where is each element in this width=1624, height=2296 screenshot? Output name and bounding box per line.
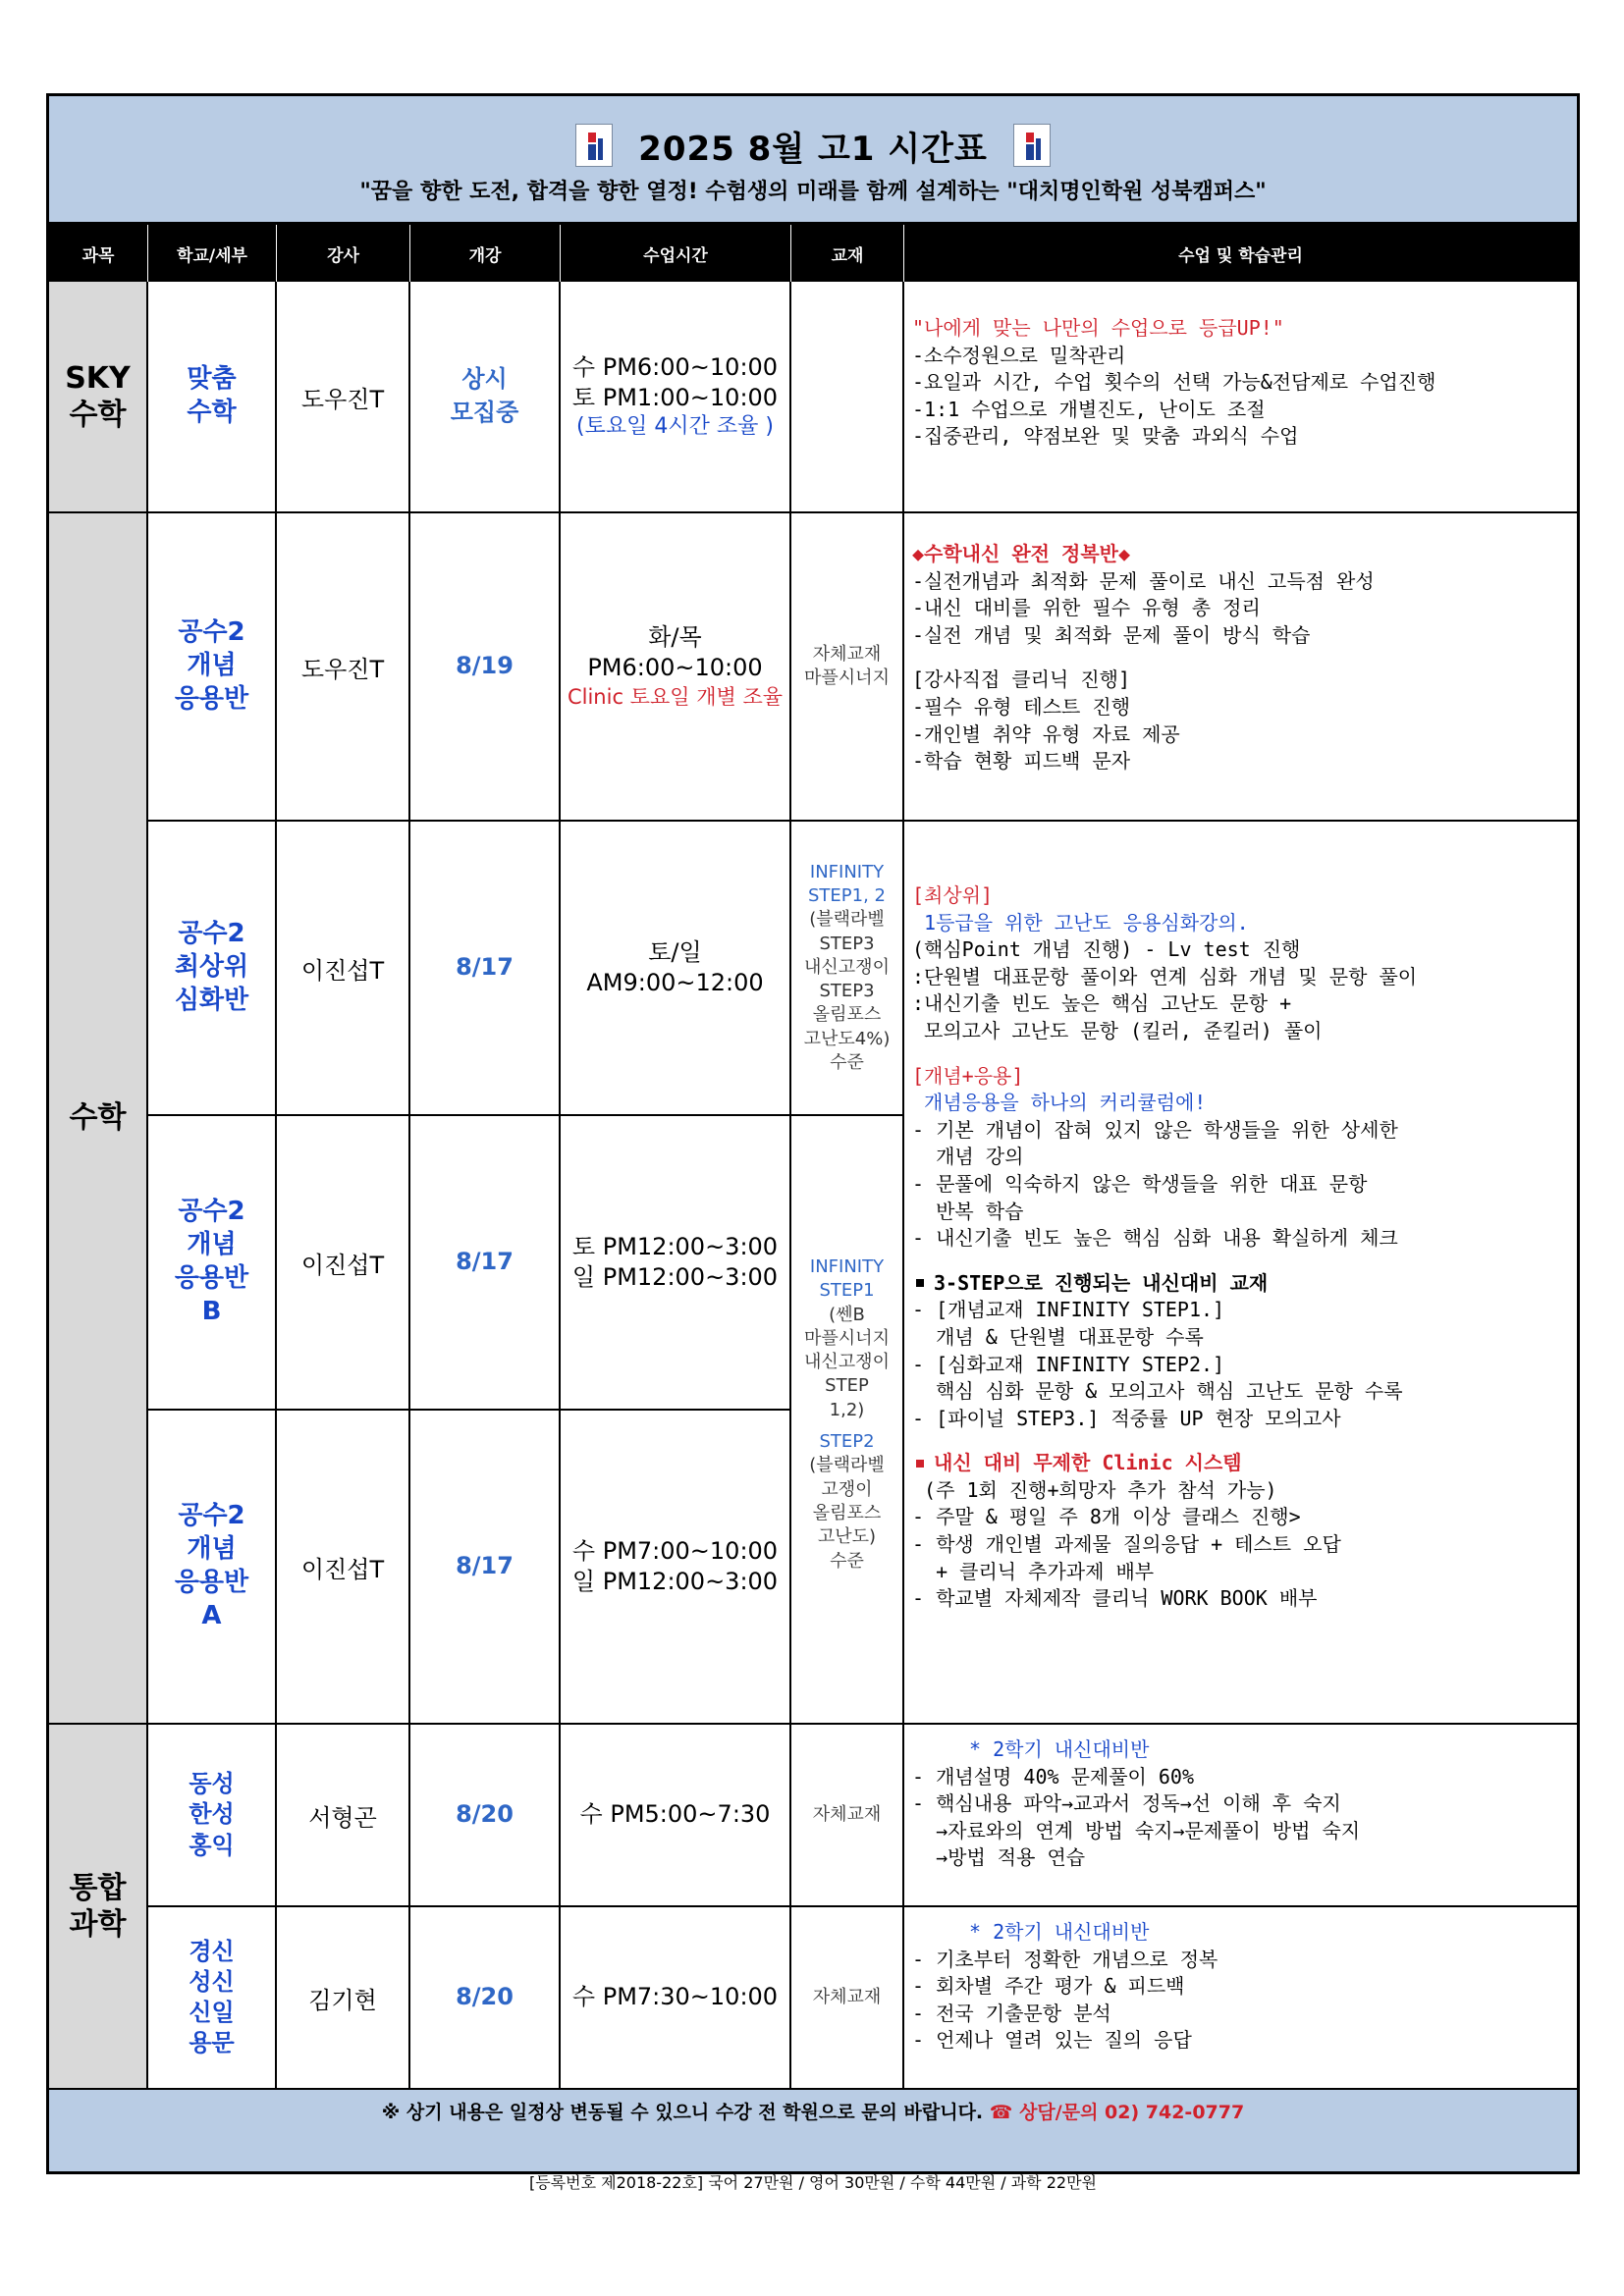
note-line: - 회차별 주간 평가 & 피드백 bbox=[912, 1974, 1185, 1999]
note-line: -1:1 수업으로 개별진도, 난이도 조절 bbox=[912, 397, 1266, 421]
notice-text: ※ 상기 내용은 일정상 변동될 수 있으니 수강 전 학원으로 문의 바랍니다. bbox=[381, 2102, 984, 2123]
class-time: 토 PM12:00~3:00 일 PM12:00~3:00 bbox=[561, 1116, 791, 1411]
start-date: 8/17 bbox=[410, 1116, 561, 1411]
start-date: 8/17 bbox=[410, 1411, 561, 1725]
note-line: "나에게 맞는 나만의 수업으로 등급UP!" bbox=[912, 316, 1284, 340]
note-line: 개념 강의 bbox=[912, 1145, 1024, 1169]
class-time: 토/일 AM9:00~12:00 bbox=[561, 822, 791, 1116]
note-line: 반복 학습 bbox=[912, 1199, 1024, 1223]
phone-contact: ☎ 상담/문의 02) 742-0777 bbox=[989, 2102, 1245, 2123]
column-header: 학교/세부 bbox=[148, 225, 277, 282]
management-notes bbox=[904, 1907, 1577, 2090]
column-header: 과목 bbox=[49, 225, 148, 282]
teacher-name: 이진섭T bbox=[277, 822, 410, 1116]
management-notes bbox=[904, 513, 1577, 822]
note-line: + 클리닉 추가과제 배부 bbox=[912, 1559, 1155, 1583]
start-date: 8/19 bbox=[410, 513, 561, 822]
note-line: -요일과 시간, 수업 횟수의 선택 가능&전담제로 수업진행 bbox=[912, 370, 1436, 395]
note-line: -개인별 취약 유형 자료 제공 bbox=[912, 721, 1180, 746]
teacher-name: 도우진T bbox=[277, 282, 410, 513]
note-line: 개념 & 단원별 대표문항 수록 bbox=[912, 1324, 1204, 1349]
textbook: 자체교재 bbox=[791, 1725, 904, 1907]
note-heading: * 2학기 내신대비반 bbox=[969, 1737, 1150, 1761]
note-line: :내신기출 빈도 높은 핵심 고난도 문항 + bbox=[912, 991, 1292, 1016]
note-tag: [개념+응용] bbox=[912, 1063, 1024, 1088]
class-name: 경신 성신 신일 용문 bbox=[148, 1907, 277, 2090]
note-line: - 주말 & 평일 주 8개 이상 클래스 진행> bbox=[912, 1505, 1301, 1529]
teacher-name: 도우진T bbox=[277, 513, 410, 822]
academy-logo-icon bbox=[575, 124, 613, 167]
bullet-icon bbox=[916, 1279, 924, 1287]
note-line: - 기본 개념이 잡혀 있지 않은 학생들을 위한 상세한 bbox=[912, 1117, 1398, 1142]
note-line: -학습 현황 피드백 문자 bbox=[912, 749, 1131, 774]
note-line: →방법 적용 연습 bbox=[912, 1845, 1086, 1870]
time-note: (토요일 4시간 조율 ) bbox=[576, 413, 774, 439]
class-time: 수 PM7:30~10:00 bbox=[561, 1907, 791, 2090]
textbook-main: INFINITY STEP1 bbox=[809, 1256, 885, 1302]
note-line: :단원별 대표문항 풀이와 연계 심화 개념 및 문항 풀이 bbox=[912, 964, 1418, 988]
note-line: -실전 개념 및 최적화 문제 풀이 방식 학습 bbox=[912, 622, 1311, 647]
management-notes bbox=[904, 1725, 1577, 1907]
note-line: - [개념교재 INFINITY STEP1.] bbox=[912, 1298, 1225, 1322]
footer-notice bbox=[49, 2098, 1577, 2124]
column-header: 교재 bbox=[791, 225, 904, 282]
textbook-level: (쎈B 마플시너지 내신고쟁이 STEP 1,2) bbox=[804, 1304, 890, 1420]
time-note: Clinic 토요일 개별 조율 bbox=[567, 684, 784, 709]
column-header: 수업시간 bbox=[561, 225, 791, 282]
management-notes bbox=[904, 822, 1577, 1725]
note-line: -집중관리, 약점보완 및 맞춤 과외식 수업 bbox=[912, 424, 1299, 449]
subject-science: 통합 과학 bbox=[49, 1725, 148, 2090]
note-heading: 1등급을 위한 고난도 응용심화강의. bbox=[912, 910, 1249, 934]
page-title: 2025 8월 고1 시간표 bbox=[638, 129, 988, 169]
note-heading: * 2학기 내신대비반 bbox=[969, 1920, 1150, 1944]
note-line: - 핵심내용 파악→교과서 정독→선 이해 후 숙지 bbox=[912, 1791, 1341, 1816]
time-text: 수 PM6:00~10:00 토 PM1:00~10:00 bbox=[571, 352, 779, 411]
note-line: -실전개념과 최적화 문제 풀이로 내신 고득점 완성 bbox=[912, 568, 1375, 593]
teacher-name: 김기현 bbox=[277, 1907, 410, 2090]
column-header-row bbox=[49, 225, 1577, 282]
note-line: - 개념설명 40% 문제풀이 60% bbox=[912, 1764, 1195, 1789]
note-line: -소수정원으로 밀착관리 bbox=[912, 343, 1126, 367]
note-line: 모의고사 고난도 문항 (킬러, 준킬러) 풀이 bbox=[912, 1018, 1323, 1042]
note-line: -내신 대비를 위한 필수 유형 총 정리 bbox=[912, 596, 1261, 620]
note-line: - 문풀에 익숙하지 않은 학생들을 위한 대표 문항 bbox=[912, 1171, 1368, 1196]
start-date: 8/20 bbox=[410, 1725, 561, 1907]
note-line: - [심화교재 INFINITY STEP2.] bbox=[912, 1352, 1225, 1376]
textbook: 자체교재 bbox=[791, 1907, 904, 2090]
textbook: 자체교재 마플시너지 bbox=[791, 513, 904, 822]
note-line: ◆수학내신 완전 정복반◆ bbox=[912, 542, 1131, 565]
note-line: - [파이널 STEP3.] 적중률 UP 현장 모의고사 bbox=[912, 1406, 1341, 1430]
note-line: - 학교별 자체제작 클리닉 WORK BOOK 배부 bbox=[912, 1586, 1318, 1611]
note-line: 핵심 심화 문항 & 모의고사 핵심 고난도 문항 수록 bbox=[912, 1379, 1403, 1404]
teacher-name: 이진섭T bbox=[277, 1116, 410, 1411]
note-line: - 학생 개인별 과제물 질의응답 + 테스트 오답 bbox=[912, 1532, 1341, 1557]
textbook-main: STEP2 bbox=[819, 1431, 875, 1453]
class-name: 동성 한성 홍익 bbox=[148, 1725, 277, 1907]
textbook bbox=[791, 822, 904, 1116]
note-line: - 기초부터 정확한 개념으로 정복 bbox=[912, 1947, 1218, 1971]
textbook-level: (블랙라벨 고쟁이 올림포스 고난도) 수준 bbox=[809, 1455, 885, 1572]
note-line: -필수 유형 테스트 진행 bbox=[912, 694, 1131, 719]
note-heading: 내신 대비 무제한 Clinic 시스템 bbox=[934, 1451, 1242, 1475]
academy-logo-icon bbox=[1013, 124, 1051, 167]
textbook-main: INFINITY STEP1, 2 bbox=[808, 861, 886, 906]
class-name: 공수2 개념 응용반 A bbox=[148, 1411, 277, 1725]
class-name: 공수2 최상위 심화반 bbox=[148, 822, 277, 1116]
class-time: 수 PM5:00~7:30 bbox=[561, 1725, 791, 1907]
column-header: 개강 bbox=[410, 225, 561, 282]
title-row bbox=[49, 120, 1577, 171]
note-line: [강사직접 클리닉 진행] bbox=[912, 667, 1131, 692]
textbook-level: (블랙라벨 STEP3 내신고쟁이 STEP3 올림포스 고난도4%) 수준 bbox=[803, 909, 891, 1074]
class-name: 맞춤 수학 bbox=[148, 282, 277, 513]
note-heading: 개념응용을 하나의 커리큘럼에! bbox=[912, 1091, 1207, 1115]
note-tag: [최상위] bbox=[912, 883, 994, 907]
textbook bbox=[791, 282, 904, 513]
note-line: - 언제나 열려 있는 질의 응답 bbox=[912, 2028, 1192, 2053]
note-line: (주 1회 진행+희망자 추가 참석 가능) bbox=[912, 1477, 1277, 1502]
note-line: →자료와의 연계 방법 숙지→문제풀이 방법 숙지 bbox=[912, 1818, 1361, 1842]
footer-banner bbox=[49, 2090, 1577, 2171]
time-text: 화/목 PM6:00~10:00 bbox=[587, 623, 763, 682]
class-time bbox=[561, 282, 791, 513]
class-name: 공수2 개념 응용반 bbox=[148, 513, 277, 822]
start-date: 상시 모집중 bbox=[410, 282, 561, 513]
teacher-name: 서형곤 bbox=[277, 1725, 410, 1907]
note-line: - 내신기출 빈도 높은 핵심 심화 내용 확실하게 체크 bbox=[912, 1226, 1398, 1251]
teacher-name: 이진섭T bbox=[277, 1411, 410, 1725]
start-date: 8/17 bbox=[410, 822, 561, 1116]
bullet-icon bbox=[916, 1460, 924, 1468]
header-banner bbox=[49, 96, 1577, 225]
fee-info: [등록번호 제2018-22호] 국어 27만원 / 영어 30만원 / 수학 44만원 / 과학 22만원 bbox=[528, 2173, 1097, 2192]
class-time bbox=[561, 513, 791, 822]
subject-sky-math: SKY 수학 bbox=[49, 282, 148, 513]
column-header: 강사 bbox=[277, 225, 410, 282]
class-name: 공수2 개념 응용반 B bbox=[148, 1116, 277, 1411]
note-heading: 3-STEP으로 진행되는 내신대비 교재 bbox=[934, 1270, 1269, 1295]
timetable-sheet bbox=[46, 93, 1580, 2174]
page-subtitle: "꿈을 향한 도전, 합격을 향한 열정! 수험생의 미래를 함께 설계하는 "대치명인학원 성북캠퍼스" bbox=[359, 180, 1267, 204]
subject-math: 수학 bbox=[49, 513, 148, 1725]
note-line: (핵심Point 개념 진행) - Lv test 진행 bbox=[912, 937, 1301, 962]
note-line: - 전국 기출문항 분석 bbox=[912, 2001, 1111, 2025]
textbook bbox=[791, 1116, 904, 1725]
management-notes bbox=[904, 282, 1577, 513]
class-time: 수 PM7:00~10:00 일 PM12:00~3:00 bbox=[561, 1411, 791, 1725]
start-date: 8/20 bbox=[410, 1907, 561, 2090]
column-header: 수업 및 학습관리 bbox=[1178, 245, 1303, 266]
